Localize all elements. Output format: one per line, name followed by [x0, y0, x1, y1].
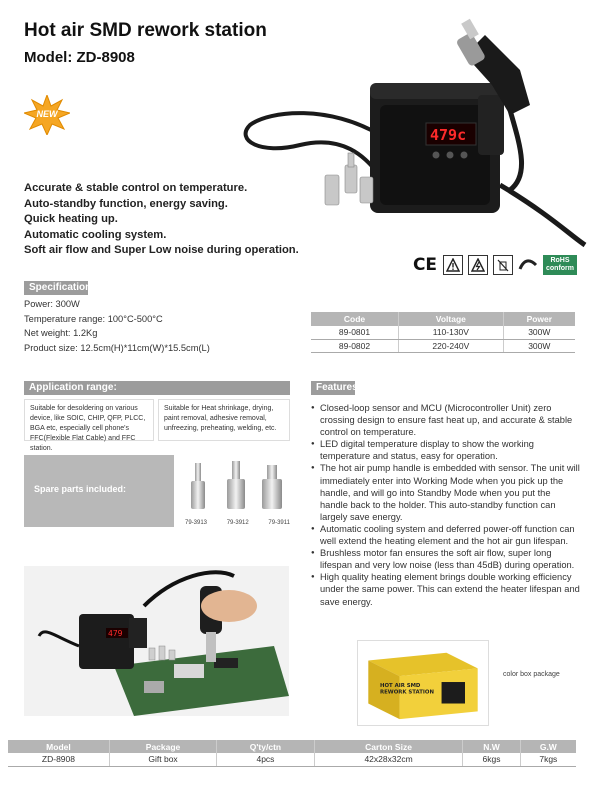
box-text-line2: REWORK STATION [380, 689, 434, 696]
column-header: Q'ty/ctn [217, 740, 315, 753]
table-cell: 89-0801 [311, 326, 399, 339]
table-cell: Gift box [109, 753, 216, 766]
electric-hazard-icon [468, 255, 488, 275]
table-cell: ZD-8908 [8, 753, 109, 766]
table-cell: 4pcs [217, 753, 315, 766]
feature-item: ● Automatic cooling system and deferred power-off function can well extend the heating element and the hot air gun lifespan. [311, 523, 581, 547]
nozzle-code: 79-3912 [226, 520, 249, 526]
application-header: Application range: [24, 381, 290, 395]
column-header: N.W [463, 740, 520, 753]
spare-parts-label: Spare parts included: [34, 484, 127, 494]
application-right: Suitable for Heat shrinkage, drying, paint removal, adhesive removal, unfreezing, preheating, welding, etc. [158, 399, 290, 441]
rohs-label: RoHS [550, 257, 570, 264]
spec-item: Net weight: 1.2Kg [24, 328, 98, 338]
application-left: Suitable for desoldering on various device, like SOIC, CHIP, QFP, PLCC, BGA etc, especially cell phone's FFC(Flexible Flat Cable) and FFC station. [24, 399, 154, 441]
usage-photo [24, 566, 289, 716]
recycle-bin-icon [493, 255, 513, 275]
svg-text:479: 479 [108, 629, 123, 638]
voltage-table [311, 312, 575, 353]
box-text-line1: HOT AIR SMD [380, 682, 421, 689]
table-cell: 300W [503, 326, 575, 339]
handle-icon [518, 255, 538, 275]
spec-item: Product size: 12.5cm(H)*11cm(W)*15.5cm(L) [24, 342, 210, 353]
nozzle-code: 79-3911 [268, 520, 290, 526]
claim-line: Automatic cooling system. [24, 228, 167, 241]
column-header: Package [109, 740, 216, 753]
table-cell: 110-130V [399, 326, 504, 339]
table-row [311, 339, 575, 352]
table-cell: 42x28x32cm [314, 753, 463, 766]
certification-logos [412, 254, 580, 276]
nozzle-set-image [185, 455, 290, 527]
table-row [311, 326, 575, 339]
spec-item: Temperature range: 100°C-500°C [24, 313, 163, 324]
specification-list [24, 297, 210, 355]
model-number: Model: ZD-8908 [24, 49, 135, 66]
spare-parts-box [24, 455, 174, 527]
table-cell: 89-0802 [311, 339, 399, 352]
nozzle-icon [191, 463, 205, 509]
column-header: Code [311, 312, 399, 326]
warning-icon [443, 255, 463, 275]
claim-line: Quick heating up. [24, 213, 118, 226]
column-header: Carton Size [314, 740, 463, 753]
table-cell: 6kgs [463, 753, 520, 766]
ce-mark: CE [412, 255, 438, 275]
features-header: Features [311, 381, 355, 395]
table-cell: 7kgs [520, 753, 576, 766]
rohs-badge [543, 255, 577, 275]
features-list [311, 402, 581, 608]
feature-item: ● Closed-loop sensor and MCU (Microcontroller Unit) zero crossing design to ensure fast heat up, and accurate & stable control on temperature. [311, 402, 581, 438]
new-badge-label: NEW [36, 109, 58, 119]
color-box-label: color box package [503, 671, 560, 678]
table-cell: 300W [503, 339, 575, 352]
packaging-table [8, 740, 576, 767]
feature-claims [24, 181, 299, 259]
nozzle-code: 79-3913 [185, 520, 208, 526]
claim-line: Accurate & stable control on temperature. [24, 182, 248, 194]
table-header-row [311, 312, 575, 326]
feature-item: ● LED digital temperature display to show the working temperature and status, easy for operation. [311, 438, 581, 462]
feature-item: ● The hot air pump handle is embedded with sensor. The unit will immediately enter into Working Mode when you pick up the handle, and will go into Standby Mode when you put the handle back to the holder. This auto-standby function can largely save energy. [311, 462, 581, 522]
color-box-image [357, 640, 489, 726]
table-row [8, 753, 576, 766]
feature-item: ● High quality heating element brings double working efficiency under the same power. This can extend the heater lifespan and save energy. [311, 571, 581, 607]
rohs-sublabel: conform [546, 265, 574, 272]
nozzle-icon [227, 461, 245, 509]
new-badge [24, 95, 70, 135]
spec-item: Power: 300W [24, 299, 80, 309]
specification-header: Specification [24, 281, 88, 295]
column-header: Voltage [399, 312, 504, 326]
claim-line: Soft air flow and Super Low noise during operation. [24, 244, 299, 257]
column-header: Power [503, 312, 575, 326]
temperature-display: 479c [430, 126, 467, 144]
table-cell: 220-240V [399, 339, 504, 352]
column-header: Model [8, 740, 109, 753]
claim-line: Auto-standby function, energy saving. [24, 197, 228, 210]
column-header: G.W [520, 740, 576, 753]
feature-item: ● Brushless motor fan ensures the soft air flow, super long lifespan and very low noise (less than 45dB) during operation. [311, 547, 581, 571]
nozzle-icon [262, 465, 282, 509]
nozzle-codes [185, 520, 290, 526]
product-title: Hot air SMD rework station [24, 20, 267, 41]
table-header-row [8, 740, 576, 753]
